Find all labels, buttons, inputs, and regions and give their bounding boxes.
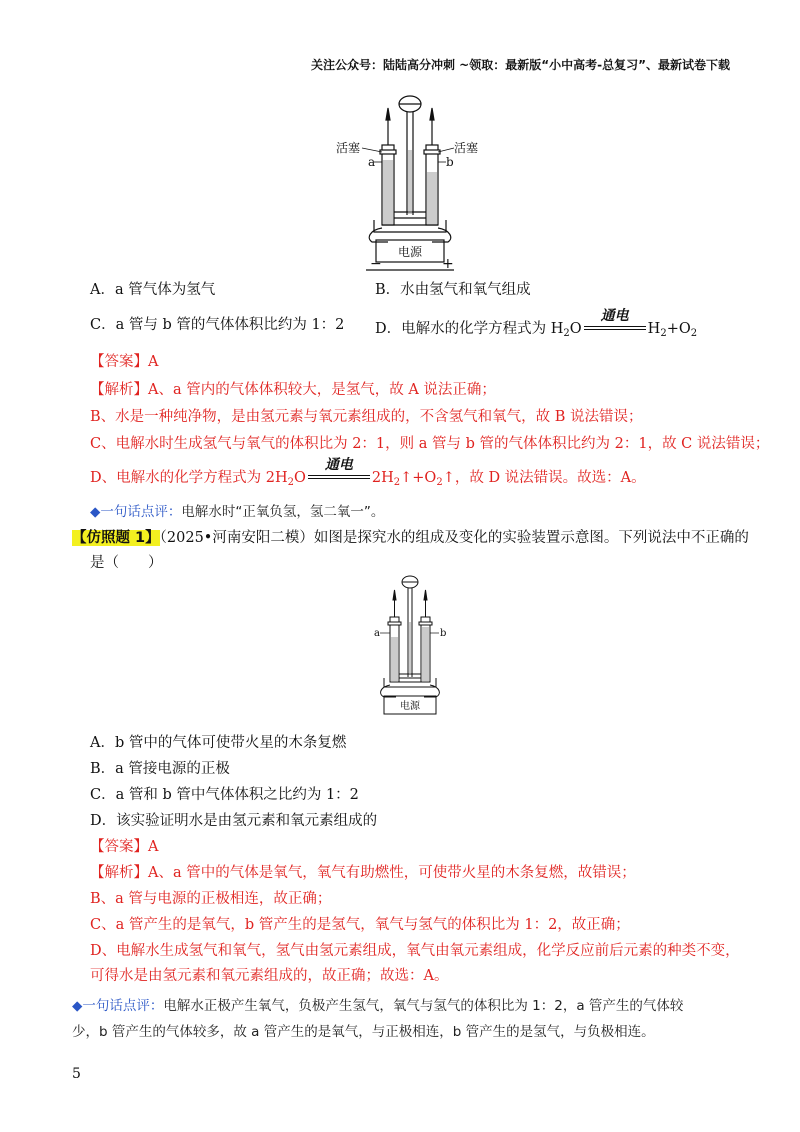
figure2-tube-label-b: b [440,628,447,639]
tube-label-a: a [368,155,376,169]
q1-comment-text: 电解水时“正氧负氢，氢二氧一”。 [181,504,385,520]
q1-analysis-a-text: A、a 管内的气体体积较大，是氢气，故 A 说法正确； [148,382,496,398]
q2-option-d: D．该实验证明水是由氢元素和氧元素组成的 [90,813,378,829]
q1-option-b: B．水由氢气和氧气组成 [375,282,531,298]
page-header: 关注公众号：陆陆高分冲刺 ~领取：最新版“小中高考-总复习”、最新试卷下载 [311,58,730,72]
q1-answer: 【答案】A [90,354,159,370]
reaction-condition-analysis-text: 通电 [324,457,353,473]
q2-analysis-c: C、a 管产生的是氧气，b 管产生的是氢气，氧气与氢气的体积比为 1：2，故正确； [90,917,630,933]
q2-stem-line-1 [72,528,749,548]
q2-analysis-a [90,863,636,883]
page-number: 5 [72,1066,81,1082]
q1-analysis-d-r2: ↑+O [400,470,437,486]
q1-comment [90,500,384,520]
q2-option-c: C．a 管和 b 管中气体体积之比约为 1：2 [90,787,359,803]
q2-analysis-b: B、a 管与电源的正极相连，故正确； [90,891,332,907]
q1-analysis-tag: 【解析】 [90,382,148,398]
q2-analysis-d-line-1: D、电解水生成氢气和氧气，氢气由氢元素组成，氧气由氧元素组成，化学反应前后元素的种类不变， [90,943,740,959]
q1-option-d [375,308,698,344]
q2-stem-line-2: 是（ ） [90,555,163,571]
q2-analysis-a-text: A、a 管中的气体是氧气，氧气有助燃性，可使带火星的木条复燃，故错误； [148,865,636,881]
q1-analysis-a [90,380,496,400]
reaction-condition [584,308,646,335]
q1-option-c: C．a 管与 b 管的气体体积比约为 1：2 [90,317,345,333]
q1-option-d-rest2: +O [666,321,691,337]
q1-option-a: A．a 管气体为氢气 [90,282,216,298]
power-source-label: 电源 [397,245,423,259]
q2-option-b: B．a 管接电源的正极 [90,761,230,777]
figure2-tube-label-a: a [374,628,380,639]
valve-label-right: 活塞 [454,141,479,155]
q1-analysis-d-sub1: 2 [287,477,294,488]
q1-analysis-d [90,457,646,493]
q1-analysis-d-pre: D、电解水的化学方程式为 2H [90,470,288,486]
q2-comment-lead: ◆一句话点评： [72,998,164,1014]
q1-analysis-b: B、水是一种纯净物，是由氢元素与氧元素组成的，不含氢气和氧气，故 B 说法错误； [90,409,643,425]
q2-stem-text: （2025•河南安阳二模）如图是探究水的组成及变化的实验装置示意图。下列说法中不正确的 [159,530,749,546]
q2-answer: 【答案】A [90,839,159,855]
electrolysis-apparatus-figure-1 [330,90,490,275]
q1-option-d-mid: O [569,321,582,337]
q1-option-d-rest1: H [647,321,661,337]
q2-comment-line-2: 少，b 管产生的气体较多，故 a 管产生的是氧气，与正极相连，b 管产生的是氢气，与负极相连。 [72,1024,655,1040]
q1-analysis-d-r3: ↑，故 D 说法错误。故选：A。 [442,470,646,486]
reaction-condition-analysis [308,457,370,484]
q1-analysis-d-mid: O [293,470,306,486]
q2-comment-line-1 [72,994,683,1014]
q1-comment-lead: ◆一句话点评： [90,504,182,520]
q1-option-d-sub3: 2 [690,328,698,339]
negative-terminal: − [370,256,382,272]
q1-analysis-c: C、电解水时生成氢气与氧气的体积比为 2：1，则 a 管与 b 管的气体体积比约为 2：1，故 C 说法错误； [90,436,770,452]
valve-label-left: 活塞 [336,141,361,155]
figure2-power-source-label: 电源 [400,701,420,712]
q1-analysis-d-sub3: 2 [436,477,443,488]
q1-option-d-sub1: 2 [563,328,570,339]
q1-option-d-prefix: D．电解水的化学方程式为 H [375,321,564,337]
reaction-condition-text: 通电 [600,308,629,324]
positive-terminal: + [442,256,454,272]
q2-comment-text-1: 电解水正极产生氧气，负极产生氢气，氧气与氢气的体积比为 1：2，a 管产生的气体较 [163,998,684,1014]
tube-label-b: b [446,155,454,169]
q1-option-d-sub2: 2 [660,328,667,339]
q2-analysis-d-line-2: 可得水是由氢元素和氧元素组成的，故正确；故选：A。 [90,968,449,984]
q2-option-a: A．b 管中的气体可使带火星的木条复燃 [90,735,347,751]
electrolysis-apparatus-figure-2 [360,572,460,722]
q1-analysis-d-sub2: 2 [393,477,401,488]
q1-analysis-d-r1: 2H [371,470,394,486]
q2-analysis-tag: 【解析】 [90,865,148,881]
q2-tag: 【仿照题 1】 [72,530,160,546]
